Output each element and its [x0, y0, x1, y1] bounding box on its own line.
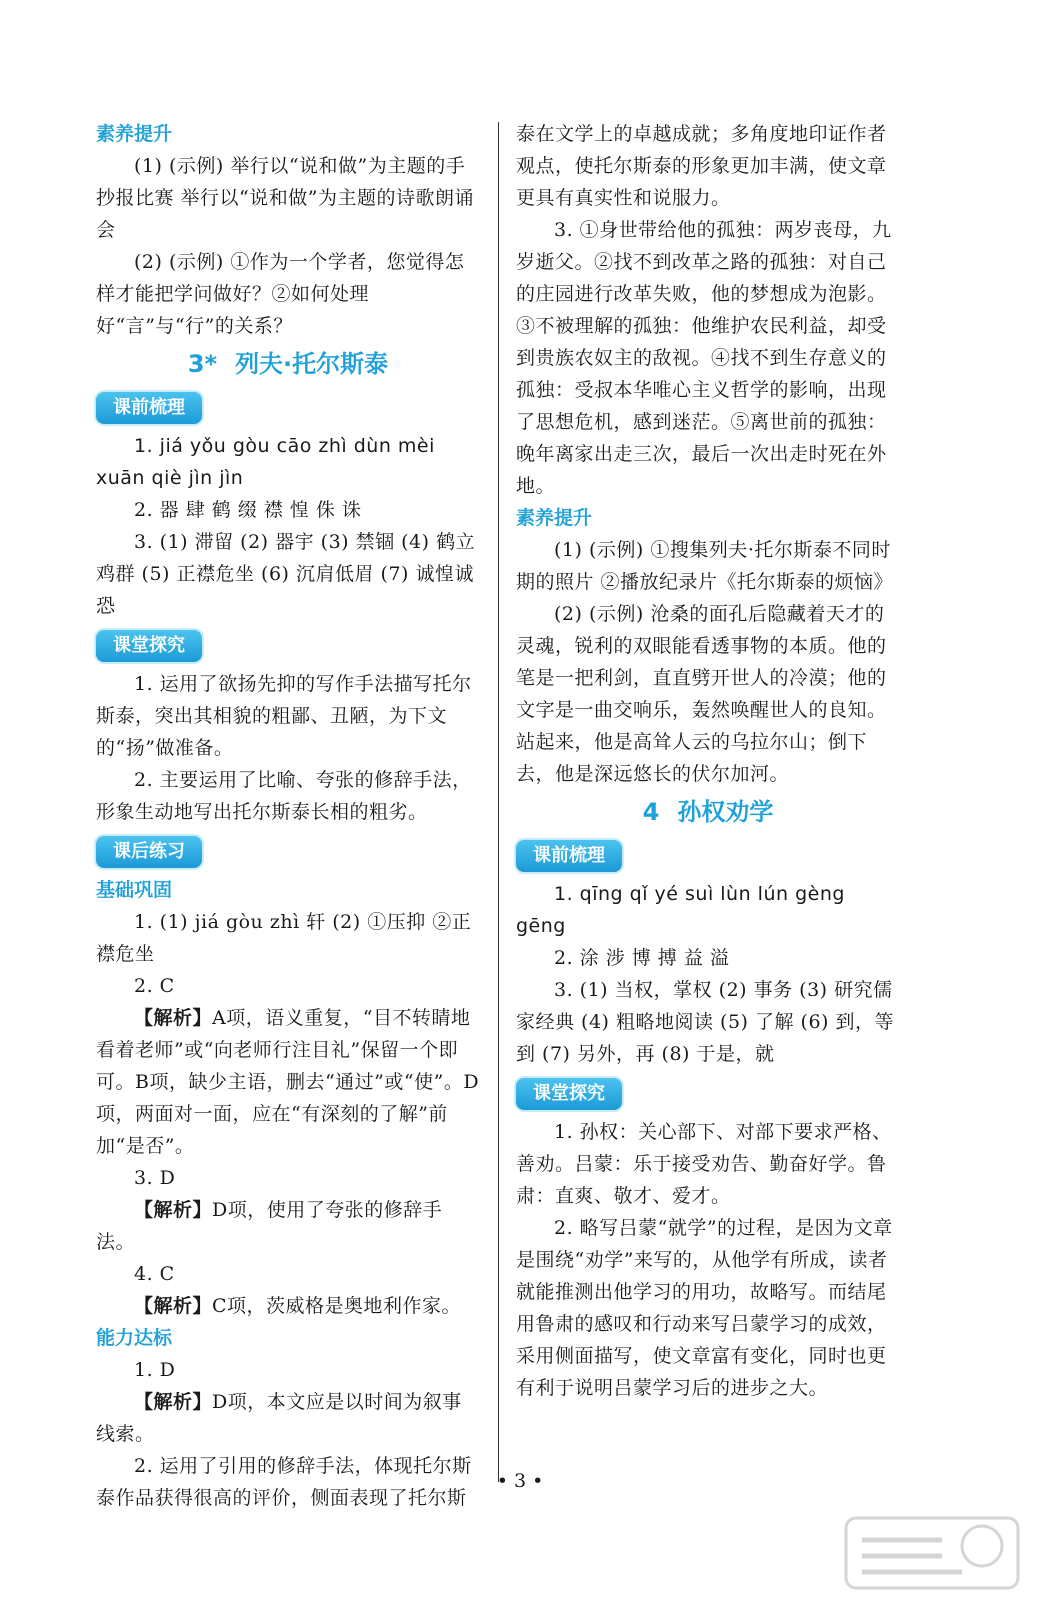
answer-paragraph: (2) (示例) ①作为一个学者，您觉得怎样才能把学问做好？②如何处理好“言”与“行”的关系？	[96, 251, 465, 337]
section-tag: 课堂探究	[96, 630, 202, 662]
right-column	[516, 118, 900, 1404]
analysis-text: D项，本文应是以时间为叙事线索。	[96, 1391, 462, 1445]
section-heading: 素养提升	[516, 507, 593, 529]
answer-paragraph: 2. 运用了引用的修辞手法，体现托尔斯泰作品获得很高的评价，侧面表现了托尔斯	[96, 1455, 472, 1509]
section-tag: 课前梳理	[96, 392, 202, 424]
lesson-name: 孙权劝学	[677, 798, 774, 826]
analysis-text: A项，语义重复，“目不转睛地看着老师”或“向老师行注目礼”保留一个即可。B项，缺少主语，删去“通过”或“使”。D项，两面对一面，应在“有深刻的了解”前加“是否”。	[96, 1007, 480, 1157]
analysis-paragraph	[96, 1386, 480, 1450]
answer-paragraph: 1. jiá yǒu gòu cāo zhì dùn mèi xuān qiè jìn jìn	[96, 435, 435, 489]
analysis-paragraph	[96, 1194, 480, 1258]
lesson-name: 列夫·托尔斯泰	[235, 350, 389, 378]
answer-paragraph: 3. D	[134, 1167, 176, 1189]
watermark-logo-icon	[842, 1510, 1022, 1594]
lesson-title	[516, 792, 900, 832]
answer-paragraph: 3. (1) 滞留 (2) 器宇 (3) 禁锢 (4) 鹤立鸡群 (5) 正襟危坐 (6) 沉肩低眉 (7) 诚惶诚恐	[96, 531, 476, 617]
analysis-label: 【解析】	[134, 1295, 213, 1317]
answer-paragraph: 1. D	[134, 1359, 176, 1381]
analysis-label: 【解析】	[134, 1199, 213, 1221]
section-tag: 课堂探究	[516, 1078, 622, 1110]
lesson-number: 3*	[187, 350, 218, 378]
section-tag: 课前梳理	[516, 840, 622, 872]
left-column	[96, 118, 480, 1514]
answer-paragraph: 1. qīng qǐ yé suì lùn lún gèng gēng	[516, 883, 845, 937]
answer-paragraph: 3. (1) 当权，掌权 (2) 事务 (3) 研究儒家经典 (4) 粗略地阅读 (5) 了解 (6) 到，等到 (7) 另外，再 (8) 于是，就	[516, 979, 894, 1065]
answer-paragraph: 2. 主要运用了比喻、夸张的修辞手法，形象生动地写出托尔斯泰长相的粗劣。	[96, 769, 472, 823]
analysis-label: 【解析】	[134, 1007, 213, 1029]
analysis-text: C项，茨威格是奥地利作家。	[212, 1295, 462, 1317]
analysis-label: 【解析】	[134, 1391, 213, 1413]
answer-paragraph: 2. 器 肆 鹤 缀 襟 惶 侏 诛	[134, 499, 362, 521]
answer-paragraph: (2) (示例) 沧桑的面孔后隐藏着天才的灵魂，锐利的双眼能看透事物的本质。他的笔是一把利剑，直直劈开世人的冷漠；他的文字是一曲交响乐，轰然唤醒世人的良知。站起来，他是高耸人云的乌拉尔山；倒下去，他是深远悠长的伏尔加河。	[516, 603, 887, 785]
answer-paragraph: 2. 涂 涉 博 搏 益 溢	[554, 947, 730, 969]
section-heading: 能力达标	[96, 1327, 173, 1349]
lesson-title	[96, 344, 480, 384]
page-number: • 3 •	[496, 1470, 544, 1492]
analysis-text: D项，使用了夸张的修辞手法。	[96, 1199, 443, 1253]
lesson-number: 4	[642, 798, 660, 826]
answer-paragraph: 2. C	[134, 975, 175, 997]
answer-paragraph: (1) (示例) 举行以“说和做”为主题的手抄报比赛 举行以“说和做”为主题的诗歌朗诵会	[96, 155, 474, 241]
answer-paragraph: (1) (示例) ①搜集列夫·托尔斯泰不同时期的照片 ②播放纪录片《托尔斯泰的烦恼》	[516, 539, 894, 593]
answer-paragraph: 4. C	[134, 1263, 175, 1285]
answer-paragraph: 1. 运用了欲扬先抑的写作手法描写托尔斯泰，突出其相貌的粗鄙、丑陋，为下文的“扬”做准备。	[96, 673, 472, 759]
answer-paragraph: 1. 孙权：关心部下、对部下要求严格、善劝。吕蒙：乐于接受劝告、勤奋好学。鲁肃：直爽、敬才、爱才。	[516, 1121, 892, 1207]
answer-paragraph: 1. (1) jiá gòu zhì 轩 (2) ①压抑 ②正襟危坐	[96, 911, 472, 965]
answer-paragraph: 2. 略写吕蒙“就学”的过程，是因为文章是围绕“劝学”来写的，从他学有所成，读者就能推测出他学习的用功，故略写。而结尾用鲁肃的感叹和行动来写吕蒙学习的成效，采用侧面描写，使文章富有变化，同时也更有利于说明吕蒙学习后的进步之大。	[516, 1217, 893, 1399]
column-divider	[498, 122, 499, 1482]
analysis-paragraph	[96, 1002, 480, 1162]
answer-paragraph: 泰在文学上的卓越成就；多角度地印证作者观点，使托尔斯泰的形象更加丰满，使文章更具有真实性和说服力。	[516, 123, 887, 209]
analysis-paragraph	[96, 1290, 480, 1322]
answer-paragraph: 3. ①身世带给他的孤独：两岁丧母，九岁逝父。②找不到改革之路的孤独：对自己的庄园进行改革失败，他的梦想成为泡影。③不被理解的孤独：他维护农民利益，却受到贵族农奴主的敌视。④找不到生存意义的孤独：受叔本华唯心主义哲学的影响，出现了思想危机，感到迷茫。⑤离世前的孤独：晚年离家出走三次，最后一次出走时死在外地。	[516, 219, 892, 497]
section-heading: 素养提升	[96, 123, 173, 145]
section-tag: 课后练习	[96, 836, 202, 868]
section-heading: 基础巩固	[96, 879, 173, 901]
